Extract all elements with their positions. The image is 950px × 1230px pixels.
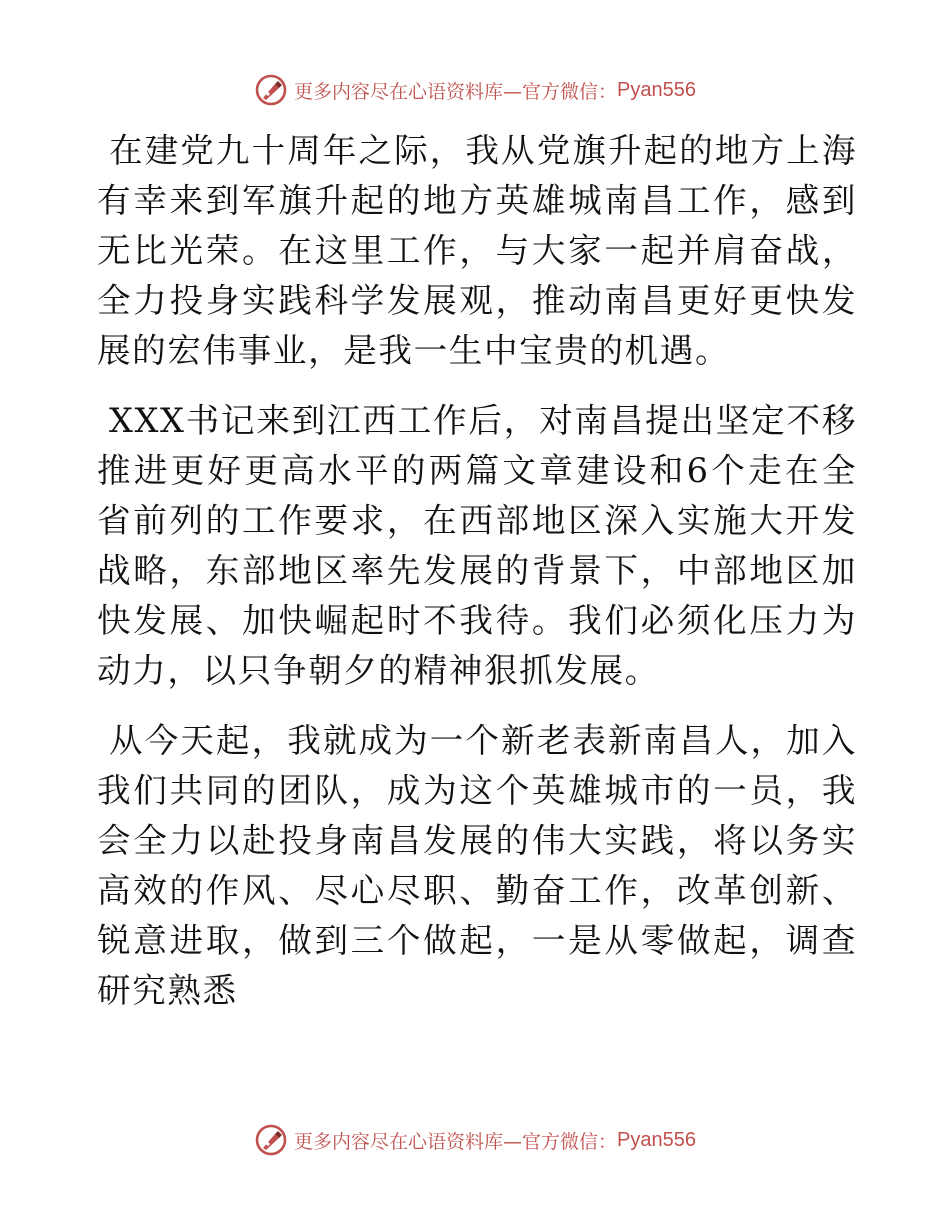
paragraph-2: XXX书记来到江西工作后，对南昌提出坚定不移推进更好更高水平的两篇文章建设和6个走在全省前列的工作要求，在西部地区深入实施大开发战略，东部地区率先发展的背景下，中部地区加快发展、加快崛起时不我待。我们必须化压力为动力，以只争朝夕的精神狠抓发展。 bbox=[97, 401, 857, 690]
footer-promo-text: 更多内容尽在心语资料库—官方微信： bbox=[294, 1130, 618, 1153]
paragraph-1: 在建党九十周年之际，我从党旗升起的地方上海有幸来到军旗升起的地方英雄城南昌工作，感到无比光荣。在这里工作，与大家一起并肩奋战，全力投身实践科学发展观，推动南昌更好更快发展的宏伟事业，是我一生中宝贵的机遇。 bbox=[97, 131, 857, 370]
footer-wechat-id: Pyan556 bbox=[617, 1128, 696, 1151]
header-wechat-id: Pyan556 bbox=[617, 78, 696, 101]
header-promo-text: 更多内容尽在心语资料库—官方微信： bbox=[294, 80, 618, 103]
header-banner bbox=[0, 70, 950, 110]
document-body bbox=[97, 126, 857, 1036]
pen-nib-logo-icon bbox=[254, 1123, 288, 1157]
footer-banner bbox=[0, 1120, 950, 1160]
paragraph-3: 从今天起，我就成为一个新老表新南昌人，加入我们共同的团队，成为这个英雄城市的一员，我会全力以赴投身南昌发展的伟大实践，将以务实高效的作风、尽心尽职、勤奋工作，改革创新、锐意进取，做到三个做起，一是从零做起，调查研究熟悉 bbox=[97, 721, 857, 1010]
pen-nib-logo-icon bbox=[254, 73, 288, 107]
